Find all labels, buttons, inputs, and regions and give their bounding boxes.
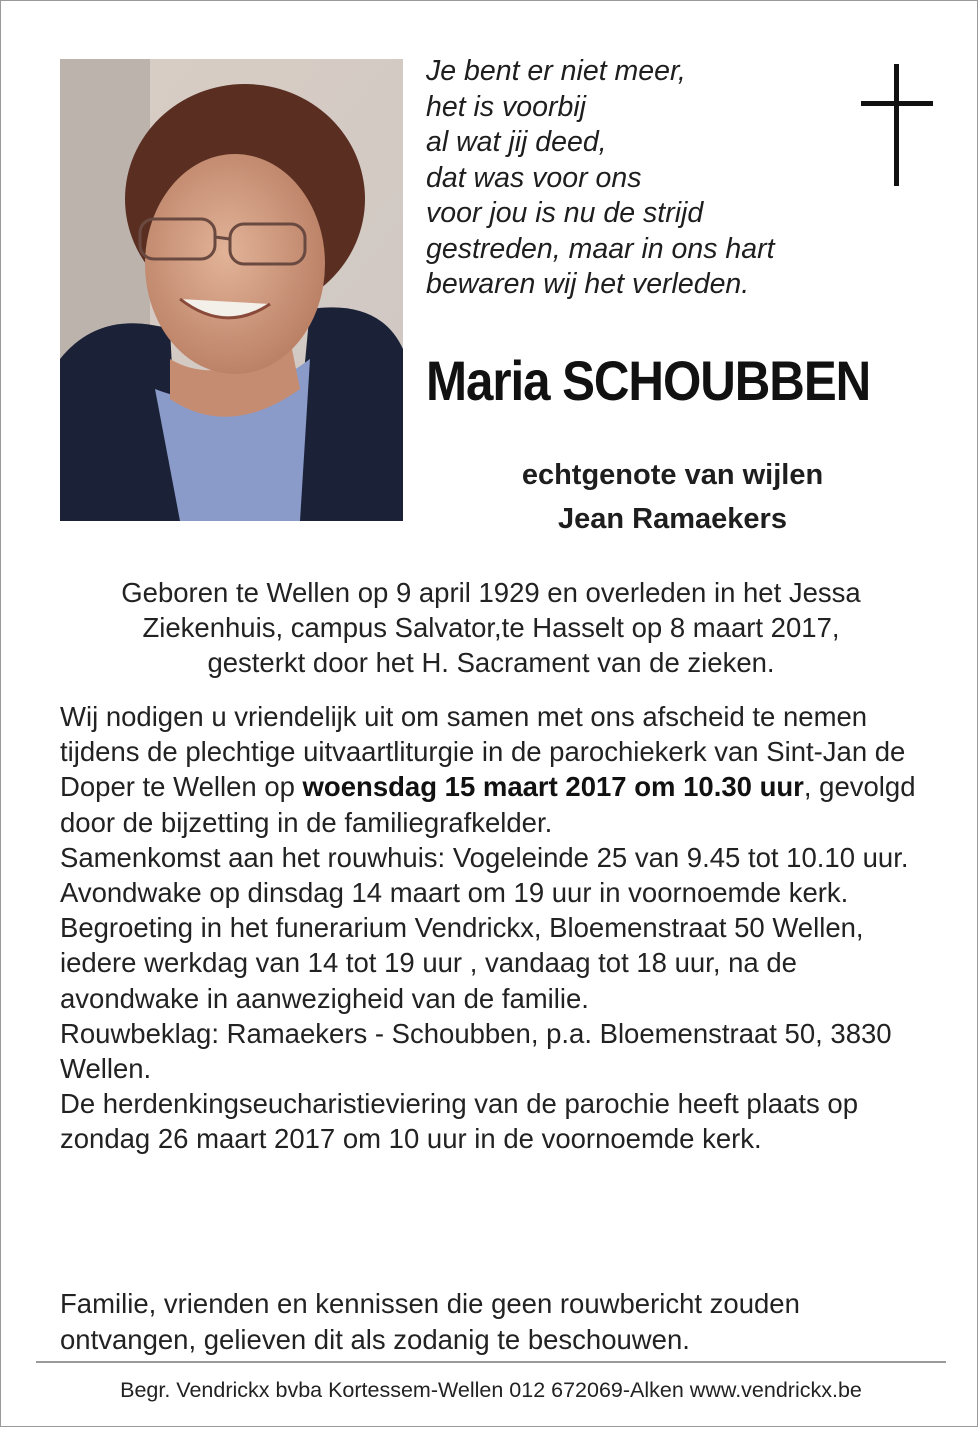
birth-death-line: gesterkt door het H. Sacrament van de zieken.: [207, 647, 775, 678]
poem-line: al wat jij deed,: [426, 126, 607, 158]
divider: [36, 1361, 946, 1363]
spouse-info: [426, 453, 919, 541]
cross-icon: [859, 64, 935, 186]
closing-note: Familie, vrienden en kennissen die geen rouwbericht zouden ontvangen, gelieven dit als zodanig te beschouwen.: [60, 1288, 800, 1355]
funeral-details: [60, 699, 940, 1157]
birth-death-info: [41, 575, 941, 680]
birth-death-line: Geboren te Wellen op 9 april 1929 en overleden in het Jessa: [121, 577, 861, 608]
poem-line: gestreden, maar in ons hart: [426, 232, 775, 265]
funeral-intro: Wij nodigen u vriendelijk uit om samen met ons afscheid te nemen tijdens de plechtige uitvaartliturgie in de parochiekerk van Sint-Jan de Doper te Wellen op: [60, 701, 906, 803]
birth-death-line: Ziekenhuis, campus Salvator,te Hasselt op 8 maart 2017,: [142, 612, 840, 643]
wake-info: Avondwake op dinsdag 14 maart om 19 uur in voornoemde kerk.: [60, 877, 849, 909]
condolence-info: Rouwbeklag: Ramaekers - Schoubben, p.a. Bloemenstraat 50, 3830 Wellen.: [60, 1017, 892, 1085]
poem-line: het is voorbij: [426, 90, 586, 123]
spouse-line-1: echtgenote van wijlen: [521, 459, 824, 491]
deceased-name: Maria SCHOUBBEN: [426, 349, 871, 412]
footer-funeral-home: Begr. Vendrickx bvba Kortessem-Wellen 012 672069-Alken www.vendrickx.be: [120, 1378, 862, 1402]
memorial-info: De herdenkingseucharistieviering van de parochie heeft plaats op zondag 26 maart 2017 om 10 uur in de voornoemde kerk.: [60, 1088, 859, 1155]
funeral-invitation: [60, 699, 940, 840]
poem-line: Je bent er niet meer,: [426, 55, 686, 87]
funeral-outro: , gevolgd door de bijzetting in de familiegrafkelder.: [60, 771, 916, 838]
poem-line: dat was voor ons: [426, 161, 642, 194]
portrait-photo: [60, 59, 403, 521]
greeting-info: Begroeting in het funerarium Vendrickx, Bloemenstraat 50 Wellen, iedere werkdag van 14 tot 19 uur , vandaag tot 18 uur, na de avondwake in aanwezigheid van de familie.: [60, 912, 864, 1014]
spouse-line-2: Jean Ramaekers: [558, 503, 787, 535]
poem-line: bewaren wij het verleden.: [426, 268, 750, 300]
funeral-date: woensdag 15 maart 2017 om 10.30 uur: [302, 771, 804, 803]
poem-line: voor jou is nu de strijd: [426, 197, 704, 229]
gathering-info: Samenkomst aan het rouwhuis: Vogeleinde 25 van 9.45 tot 10.10 uur.: [60, 841, 909, 873]
poem: [426, 54, 846, 303]
